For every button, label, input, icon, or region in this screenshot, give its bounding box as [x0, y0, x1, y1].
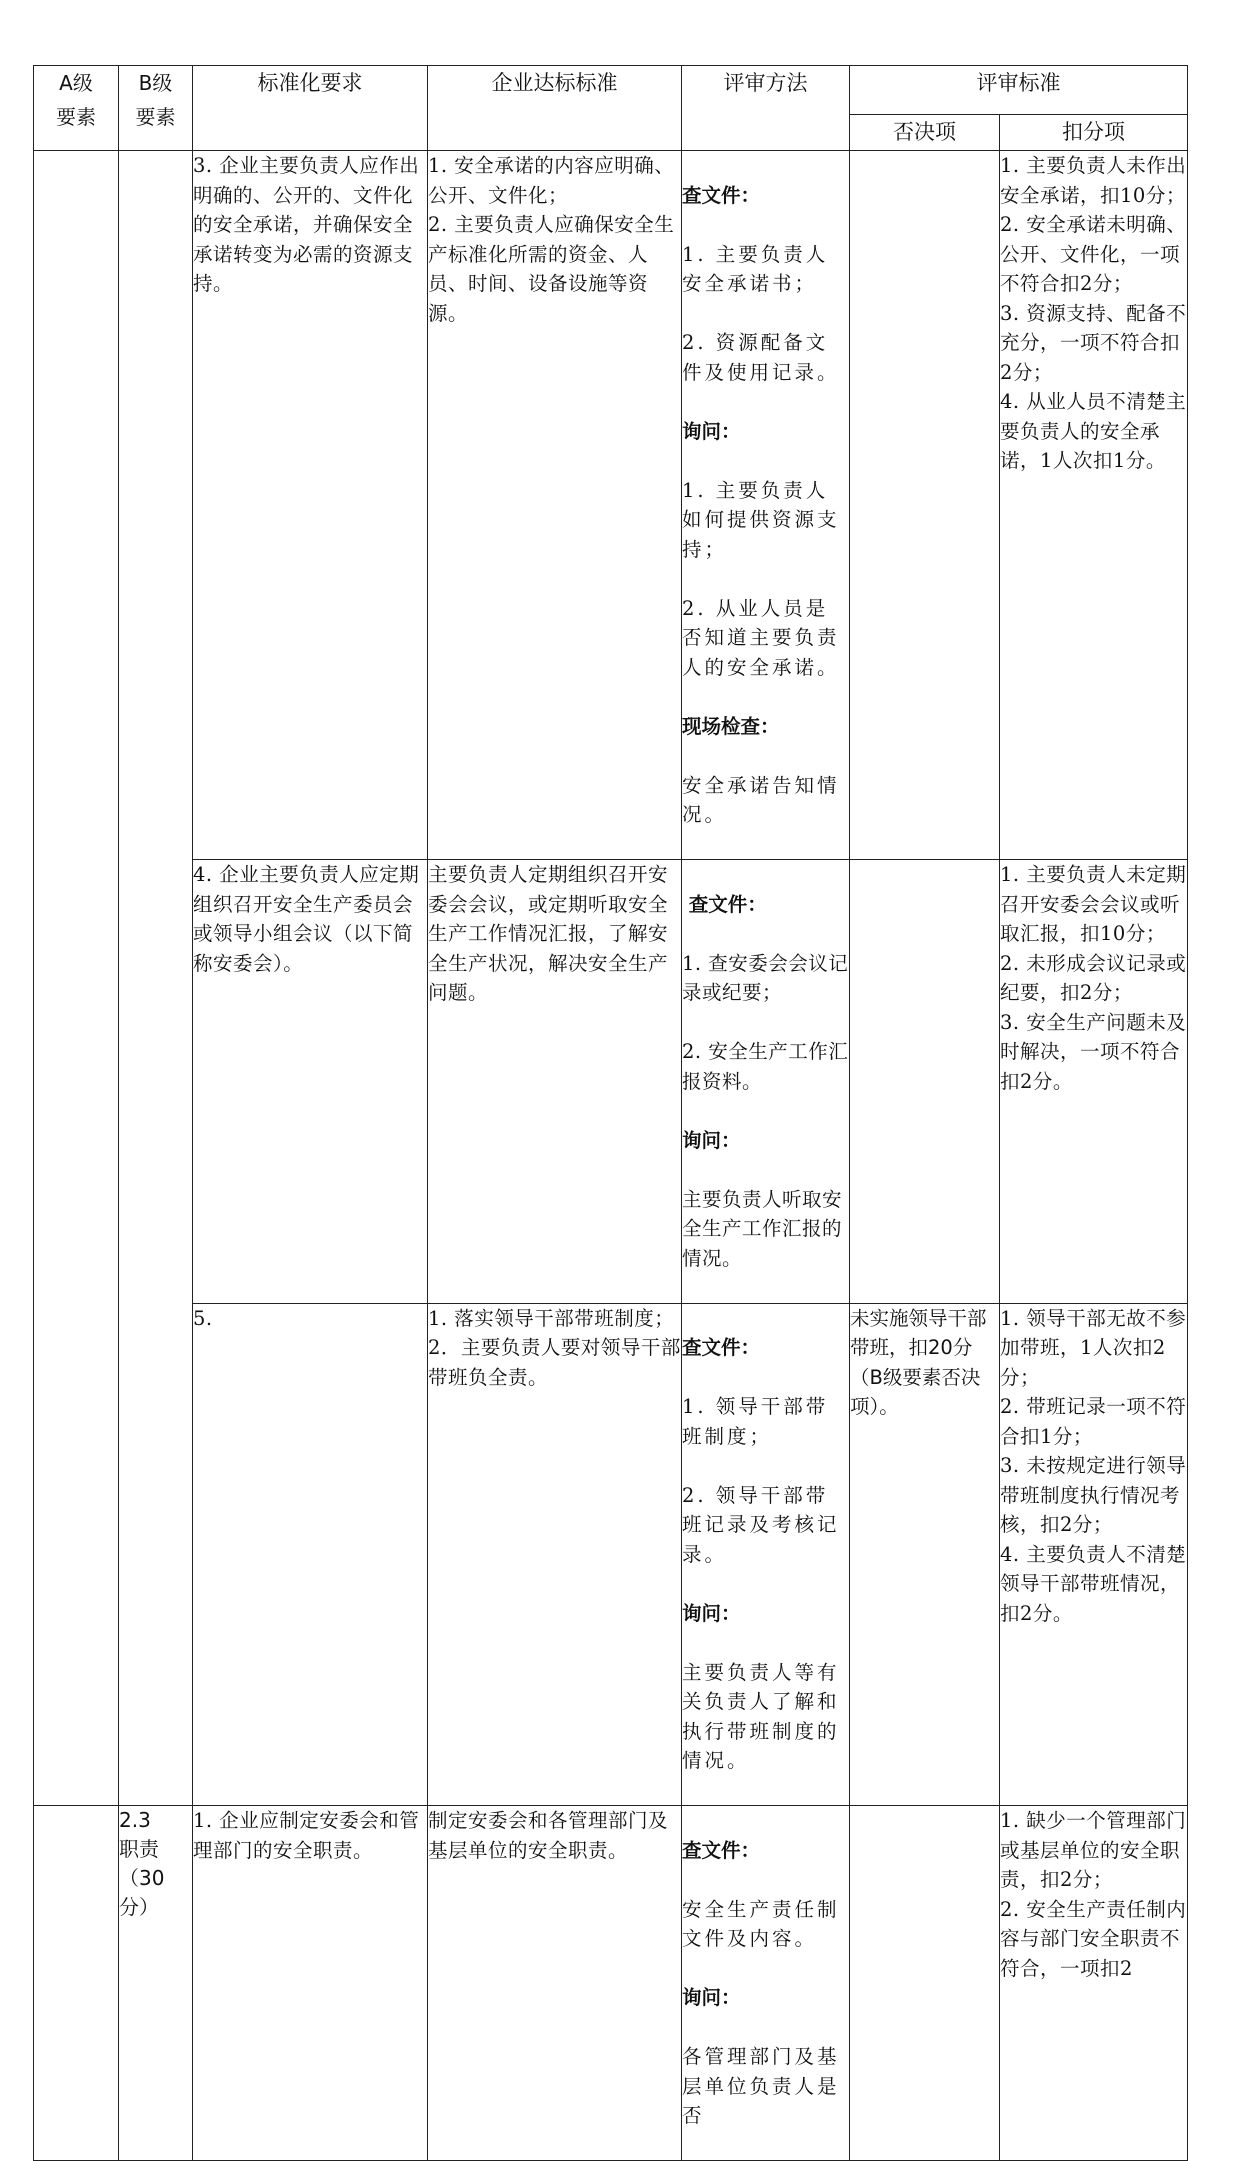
method-label: 查文件： — [682, 1336, 761, 1359]
method-line: 主要负责人听取安全生产工作汇报的情况。 — [682, 1187, 843, 1270]
method-line: 1. 查安委会会议记录或纪要； — [682, 951, 849, 1004]
a-element-cell — [34, 1806, 119, 2161]
veto-cell — [850, 151, 1000, 860]
method-line: 1. 领导干部带班制度； — [682, 1395, 829, 1448]
method-cell — [682, 860, 850, 1304]
method-line: 2. 从业人员是否知道主要负责人的安全承诺。 — [682, 596, 840, 679]
method-line: 1. 主要负责人如何提供资源支持； — [682, 478, 840, 561]
header-deduction: 扣分项 — [1000, 115, 1188, 151]
method-label: 询问： — [682, 1986, 741, 2009]
method-line: 1. 主要负责人安全承诺书； — [682, 242, 829, 295]
method-line: 2. 领导干部带班记录及考核记录。 — [682, 1483, 840, 1566]
method-line: 安全承诺告知情况。 — [682, 773, 840, 826]
standard-cell: 主要负责人定期组织召开安委会会议，或定期听取安全生产工作情况汇报，了解安全生产状况，解决安全生产问题。 — [428, 860, 682, 1304]
method-line: 主要负责人等有关负责人了解和执行带班制度的情况。 — [682, 1660, 840, 1772]
header-b-element: B级 要素 — [119, 66, 193, 151]
method-label: 询问： — [682, 1601, 741, 1625]
method-line: 2. 资源配备文件及使用记录。 — [682, 331, 840, 384]
veto-cell — [850, 1806, 1000, 2161]
b-element-cell: 2.3 职责 （30 分） — [119, 1806, 193, 2161]
header-standard: 企业达标标准 — [428, 66, 682, 151]
table-row — [34, 151, 1188, 860]
method-line: 各管理部门及基层单位负责人是否 — [682, 2045, 840, 2127]
table-row — [34, 1303, 1188, 1806]
method-label: 询问： — [682, 419, 741, 443]
table-row — [34, 860, 1188, 1304]
method-cell — [682, 1806, 850, 2161]
header-a-element: A级 要素 — [34, 66, 119, 151]
requirement-cell: 4. 企业主要负责人应定期组织召开安全生产委员会或领导小组会议（以下简称安委会）。 — [193, 860, 428, 1304]
deduction-cell: 1. 缺少一个管理部门或基层单位的安全职责，扣2分； 2. 安全生产责任制内容与部门安全职责不符合，一项扣2 — [1000, 1806, 1188, 2161]
method-label: 查文件： — [682, 183, 761, 207]
requirement-cell: 3. 企业主要负责人应作出明确的、公开的、文件化的安全承诺，并确保安全承诺转变为必需的资源支持。 — [193, 151, 428, 860]
header-veto: 否决项 — [850, 115, 1000, 151]
header-requirement: 标准化要求 — [193, 66, 428, 151]
method-line: 安全生产责任制文件及内容。 — [682, 1897, 840, 1950]
method-label: 查文件： — [682, 1838, 761, 1862]
method-cell — [682, 1303, 850, 1806]
method-line: 2. 安全生产工作汇报资料。 — [682, 1040, 849, 1093]
method-label: 询问： — [682, 1128, 741, 1152]
standard-cell: 1. 安全承诺的内容应明确、公开、文件化； 2. 主要负责人应确保安全生产标准化所需的资金、人员、时间、设备设施等资源。 — [428, 151, 682, 860]
header-method: 评审方法 — [682, 66, 850, 151]
requirement-cell: 1. 企业应制定安委会和管理部门的安全职责。 — [193, 1806, 428, 2161]
b-element-cell — [119, 151, 193, 1806]
table-row — [34, 1806, 1188, 2161]
deduction-cell: 1. 主要负责人未定期召开安委会会议或听取汇报，扣10分； 2. 未形成会议记录或纪要，扣2分； 3. 安全生产问题未及时解决，一项不符合扣2分。 — [1000, 860, 1188, 1304]
method-cell — [682, 151, 850, 860]
veto-cell — [850, 860, 1000, 1304]
requirement-cell: 5. — [193, 1303, 428, 1806]
header-criteria: 评审标准 — [850, 66, 1188, 115]
deduction-cell: 1. 领导干部无故不参加带班，1人次扣2分； 2. 带班记录一项不符合扣1分； 3. 未按规定进行领导带班制度执行情况考核，扣2分； 4. 主要负责人不清楚领导干部带班情况，扣2分。 — [1000, 1303, 1188, 1806]
veto-cell: 未实施领导干部带班，扣20分（B级要素否决项）。 — [850, 1303, 1000, 1806]
method-label: 查文件： — [682, 892, 767, 916]
deduction-cell: 1. 主要负责人未作出安全承诺，扣10分； 2. 安全承诺未明确、公开、文件化，一项不符合扣2分； 3. 资源支持、配备不充分，一项不符合扣2分； 4. 从业人员不清楚主要负责人的安全承诺，1人次扣1分。 — [1000, 151, 1188, 860]
standard-cell: 制定安委会和各管理部门及基层单位的安全职责。 — [428, 1806, 682, 2161]
evaluation-table — [33, 65, 1188, 2161]
standard-cell: 1. 落实领导干部带班制度； 2．主要负责人要对领导干部带班负全责。 — [428, 1303, 682, 1806]
method-label: 现场检查： — [682, 714, 780, 738]
a-element-cell — [34, 151, 119, 1806]
